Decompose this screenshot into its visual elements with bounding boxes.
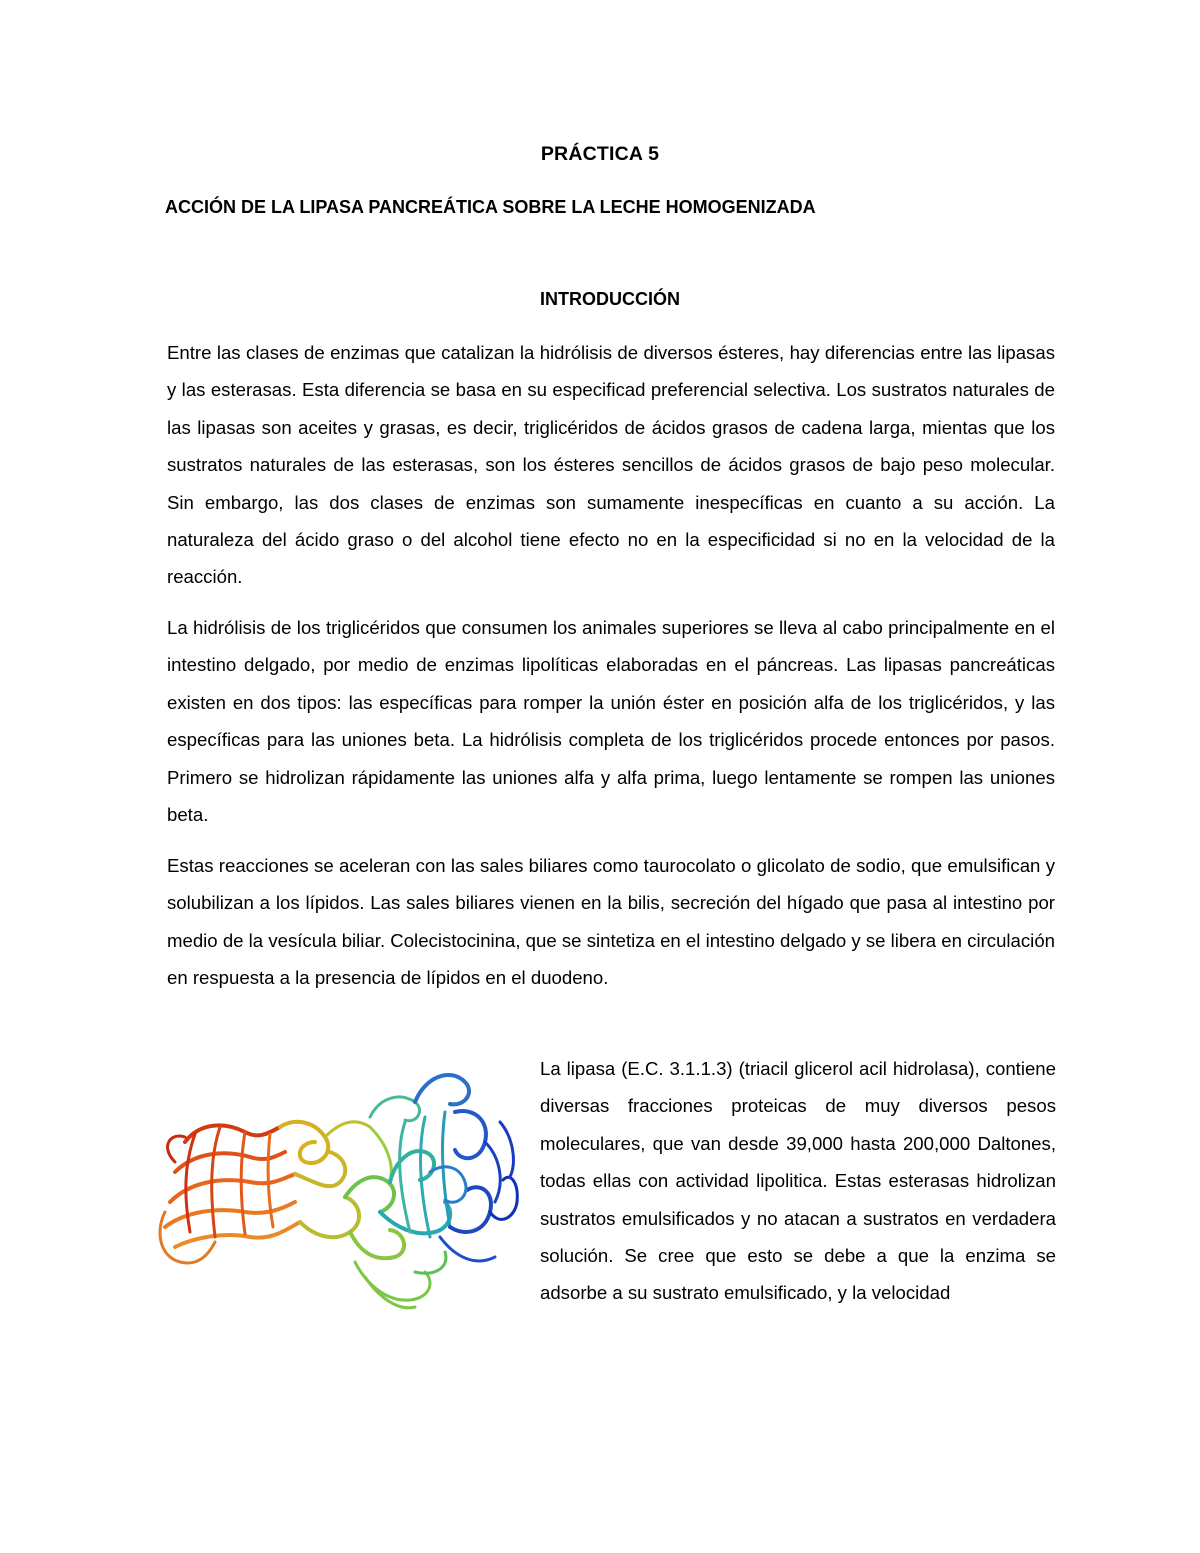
paragraph-2: La hidrólisis de los triglicéridos que consumen los animales superiores se lleva al cabo principalmente en el intestino delgado, por medio de enzimas lipolíticas elaboradas en el páncreas. Las lipasas pancreáticas existen en dos tipos: las específicas para romper la unión éster en posición alfa de los triglicéridos, y las específicas para las uniones beta. La hidrólisis completa de los triglicéridos procede entonces por pasos. Primero se hidrolizan rápidamente las uniones alfa y alfa prima, luego lentamente se rompen las uniones beta.	[167, 617, 1055, 826]
lipase-protein-structure-image	[155, 1062, 520, 1322]
practice-subtitle: ACCIÓN DE LA LIPASA PANCREÁTICA SOBRE LA LECHE HOMOGENIZADA	[165, 197, 816, 217]
paragraph-1: Entre las clases de enzimas que catalizan la hidrólisis de diversos ésteres, hay diferencias entre las lipasas y las esterasas. Esta diferencia se basa en su especificad preferencial selectiva. Los sustratos naturales de las lipasas son aceites y grasas, es decir, triglicéridos de ácidos grasos de cadena larga, mientas que los sustratos naturales de las esterasas, son los ésteres sencillos de ácidos grasos de bajo peso molecular. Sin embargo, las dos clases de enzimas son sumamente inespecíficas en cuanto a su acción. La naturaleza del ácido graso o del alcohol tiene efecto no en la especificidad si no en la velocidad de la reacción.	[167, 342, 1055, 588]
paragraph-4: La lipasa (E.C. 3.1.1.3) (triacil glicerol acil hidrolasa), contiene diversas fracciones proteicas de muy diversos pesos moleculares, que van desde 39,000 hasta 200,000 Daltones, todas ellas con actividad lipolitica. Estas esterasas hidrolizan sustratos emulsificados y no atacan a sustratos en verdadera solución. Se cree que esto se debe a que la enzima se adsorbe a su sustrato emulsificado, y la velocidad	[540, 1058, 1056, 1304]
paragraph-3: Estas reacciones se aceleran con las sales biliares como taurocolato o glicolato de sodio, que emulsifican y solubilizan a los lípidos. Las sales biliares vienen en la bilis, secreción del hígado que pasa al intestino por medio de la vesícula biliar. Colecistocinina, que se sintetiza en el intestino delgado y se libera en circulación en respuesta a la presencia de lípidos en el duodeno.	[167, 855, 1055, 989]
page-title: PRÁCTICA 5	[540, 143, 660, 165]
section-heading-introduccion: INTRODUCCIÓN	[540, 289, 680, 309]
